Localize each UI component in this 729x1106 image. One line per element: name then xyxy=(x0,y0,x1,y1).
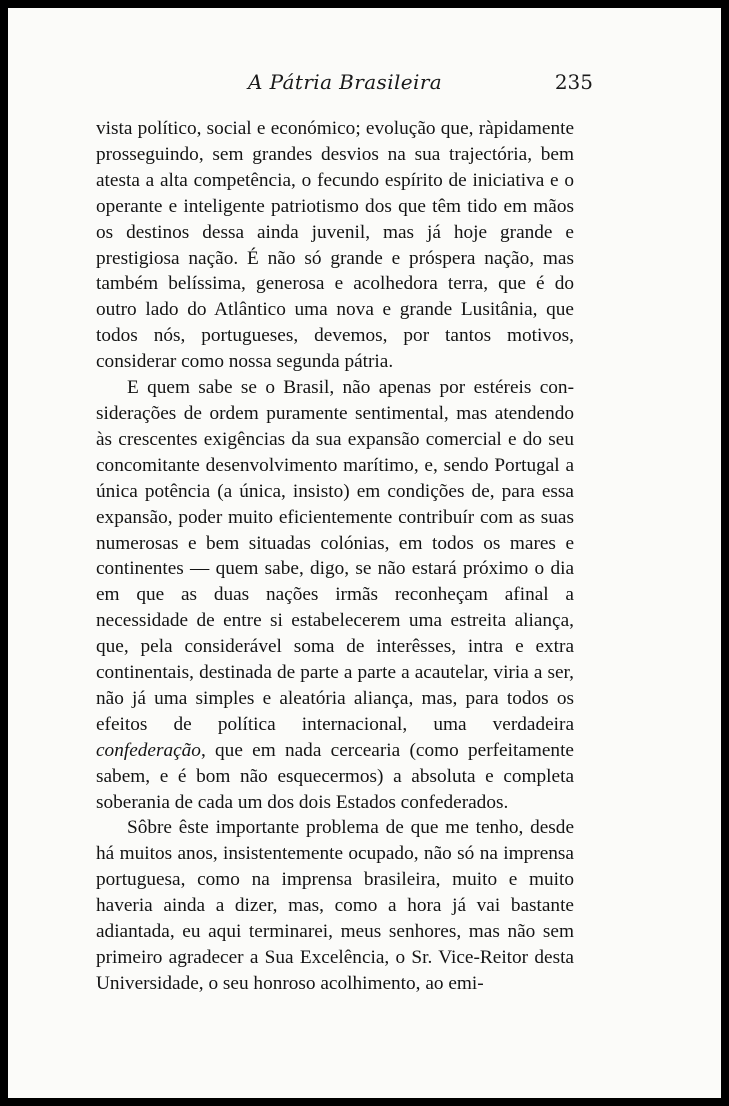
paragraph-1: vista político, social e económico; evolução que, ràpidamente prosseguindo, sem grandes desvios na sua trajectória, bem atesta a alta competência, o fecundo espírito de iniciativa e o operante e inteligente patriotismo dos que têm tido em mãos os destinos dessa ainda juvenil, mas já hoje grande e prestigiosa nação. É não só grande e próspera nação, mas também belíssima, generosa e acolhedora terra, que é do outro lado do Atlântico uma nova e grande Lusitânia, que todos nós, portugueses, devemos, por tantos motivos, considerar como nossa segunda pátria. xyxy=(96,118,574,373)
paragraph-3: Sôbre êste importante problema de que me tenho, desde há muitos anos, insistentemente ocupado, não só na imprensa portuguesa, como na imprensa brasileira, muito e muito haveria ainda a dizer, mas, como a hora já vai bastante adiantada, eu aqui terminarei, meus senhores, mas não sem primeiro agradecer a Sua Excelência, o Sr. Vice-Reitor desta Universidade, o seu honroso acolhimento, ao emi- xyxy=(96,817,574,994)
running-title: A Pátria Brasileira xyxy=(248,70,443,94)
page-number: 235 xyxy=(554,70,593,94)
paragraph-2-text-before: E quem sabe se o Brasil, não apenas por estéreis considerações de ordem puramente sentimental, mas atendendo às crescentes exigências da sua expansão comercial e do seu concomitante desenvolvimento marítimo, e, sendo Portugal a única potência (a única, insisto) em condições de, para essa expansão, poder muito eficientemente contribuír com as suas numerosas e bem situadas colónias, em todos os mares e continentes — quem sabe, digo, se não estará próximo o dia em que as duas nações irmãs reconheçam afinal a necessidade de entre si estabelecerem uma estreita aliança, que, pela considerável soma de interêsses, intra e extra continentais, destinada de parte a parte a acautelar, viria a ser, não já uma simples e aleatória aliança, mas, para todos os efeitos de política internacional, uma verdadeira xyxy=(96,377,574,735)
book-page xyxy=(8,8,721,1098)
paragraph-2-text-after: , que em nada cercearia (como perfeitamente sabem, e é bom não esquecermos) a absoluta e completa soberania de cada um dos dois Estados confederados. xyxy=(96,739,574,813)
paragraph-2 xyxy=(96,375,574,815)
page-header xyxy=(8,70,721,100)
emphasis-confederacao: confederação xyxy=(96,739,201,761)
body-text xyxy=(96,116,574,997)
